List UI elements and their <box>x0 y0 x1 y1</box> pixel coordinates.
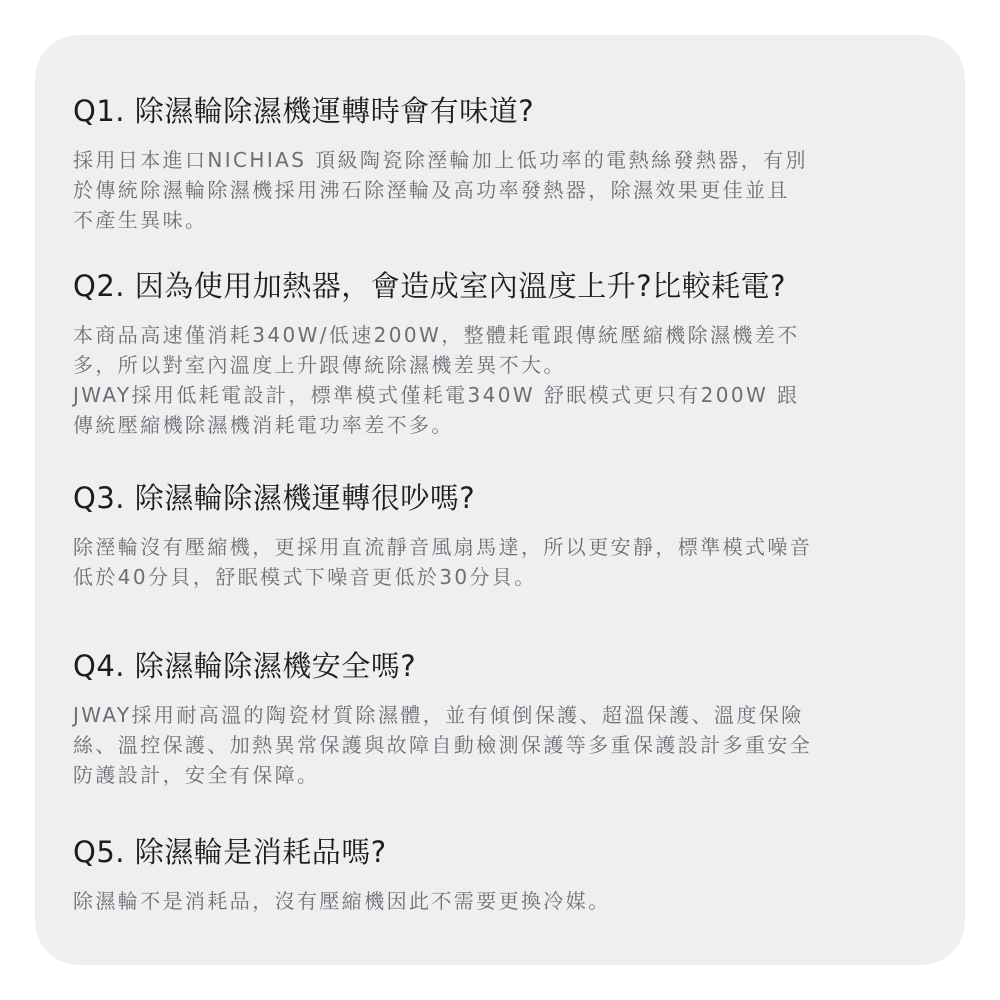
faq-answer-3-line-1: 除溼輪沒有壓縮機，更採用直流靜音風扇馬達，所以更安靜，標準模式噪音 <box>73 535 813 559</box>
faq-answer-2-line-2: 多，所以對室內溫度上升跟傳統除濕機差異不大。 <box>73 353 566 377</box>
faq-answer-4 <box>73 700 943 790</box>
faq-answer-2-line-3: JWAY採用低耗電設計，標準模式僅耗電340W 舒眠模式更只有200W 跟 <box>73 383 800 407</box>
faq-answer-4-line-2: 絲、溫控保護、加熱異常保護與故障自動檢測保護等多重保護設計多重安全 <box>73 733 813 757</box>
faq-item-2 <box>73 266 943 440</box>
faq-card <box>35 35 965 965</box>
faq-question-5: Q5. 除濕輪是消耗品嗎? <box>73 835 387 869</box>
faq-item-1 <box>73 91 943 235</box>
faq-question-2: Q2. 因為使用加熱器，會造成室內溫度上升?比較耗電? <box>73 269 786 303</box>
faq-answer-2-line-1: 本商品高速僅消耗340W/低速200W，整體耗電跟傳統壓縮機除濕機差不 <box>73 323 800 347</box>
faq-item-4 <box>73 646 943 790</box>
faq-item-5 <box>73 832 943 916</box>
faq-answer-4-line-3: 防護設計，安全有保障。 <box>73 763 320 787</box>
faq-answer-2-line-4: 傳統壓縮機除濕機消耗電功率差不多。 <box>73 413 454 437</box>
faq-item-3 <box>73 478 943 592</box>
faq-answer-5 <box>73 886 943 916</box>
faq-question-3: Q3. 除濕輪除濕機運轉很吵嗎? <box>73 481 476 515</box>
faq-answer-1-line-3: 不產生異味。 <box>73 208 208 232</box>
faq-answer-3 <box>73 532 943 592</box>
faq-answer-1 <box>73 145 943 235</box>
faq-answer-1-line-1: 採用日本進口NICHIAS 頂級陶瓷除溼輪加上低功率的電熱絲發熱器，有別 <box>73 148 808 172</box>
faq-answer-1-line-2: 於傳統除濕輪除濕機採用沸石除溼輪及高功率發熱器，除濕效果更佳並且 <box>73 178 790 202</box>
faq-question-4: Q4. 除濕輪除濕機安全嗎? <box>73 649 417 683</box>
faq-answer-4-line-1: JWAY採用耐高溫的陶瓷材質除濕體，並有傾倒保護、超溫保護、溫度保險 <box>73 703 804 727</box>
faq-answer-2 <box>73 320 943 440</box>
faq-answer-3-line-2: 低於40分貝，舒眠模式下噪音更低於30分貝。 <box>73 565 537 589</box>
faq-answer-5-line-1: 除濕輪不是消耗品，沒有壓縮機因此不需要更換冷媒。 <box>73 889 611 913</box>
faq-question-1: Q1. 除濕輪除濕機運轉時會有味道? <box>73 94 535 128</box>
